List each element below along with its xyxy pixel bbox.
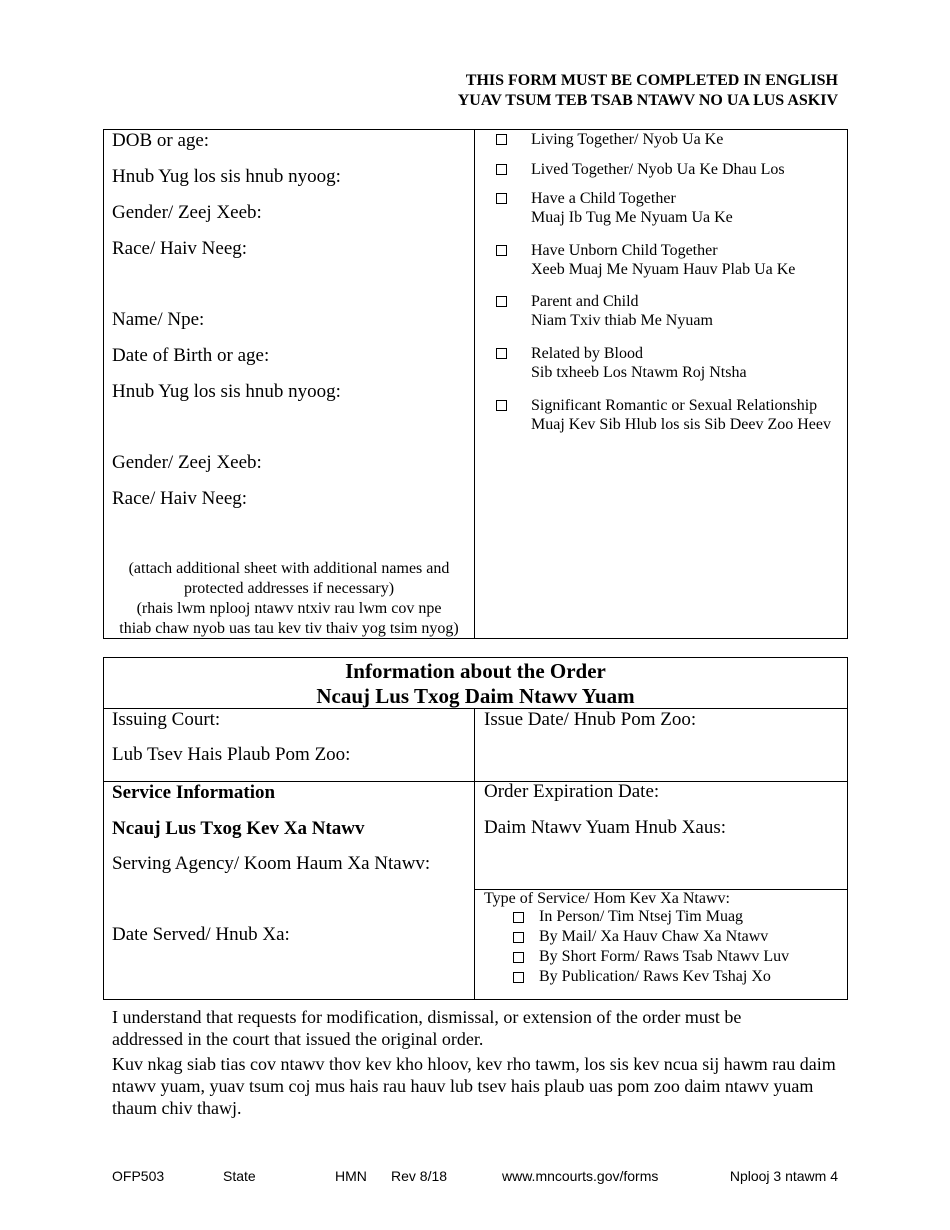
dob-hmn-label: Hnub Yug los sis hnub nyoog: xyxy=(112,166,341,187)
dob-hmn-label-2: Hnub Yug los sis hnub nyoog: xyxy=(112,381,341,402)
footer-revision: Rev 8/18 xyxy=(391,1168,448,1184)
checkbox[interactable] xyxy=(513,932,524,943)
order-section-title: Information about the Order Ncauj Lus Txog Daim Ntawv Yuam xyxy=(316,659,635,708)
dob-age-field[interactable]: DOB or age: xyxy=(112,130,210,151)
checkbox[interactable] xyxy=(513,952,524,963)
header-hmong: YUAV TSUM TEB TSAB NTAWV NO UA LUS ASKIV xyxy=(457,92,838,109)
footer-state: State xyxy=(223,1168,256,1184)
footer-url[interactable]: www.mncourts.gov/forms xyxy=(502,1168,659,1184)
footer-page-number: Nplooj 3 ntawm 4 xyxy=(729,1168,838,1184)
table-divider xyxy=(474,129,475,639)
statement-hmong: Kuv nkag siab tias cov ntawv thov kev kho hloov, kev rho tawm, los sis kev ncua sij hawm rau daim ntawv yuam, yuav tsum coj mus hais rau hauv lub tsev hais plaub uas pom zoo daim ntawv yuam thaum chiv thawj. xyxy=(112,1054,836,1118)
checkbox[interactable] xyxy=(496,164,507,175)
checkbox[interactable] xyxy=(496,193,507,204)
issuing-court-hmn-label: Lub Tsev Hais Plaub Pom Zoo: xyxy=(112,744,351,765)
race-field-2[interactable]: Race/ Haiv Neeg: xyxy=(112,488,248,509)
name-field[interactable]: Name/ Npe: xyxy=(112,309,205,330)
date-of-birth-field[interactable]: Date of Birth or age: xyxy=(112,345,270,366)
issuing-court-field[interactable]: Issuing Court: xyxy=(112,709,221,730)
service-type-label: Type of Service/ Hom Kev Xa Ntawv: xyxy=(484,890,730,907)
checkbox[interactable] xyxy=(496,296,507,307)
checkbox[interactable] xyxy=(496,245,507,256)
form-header xyxy=(458,71,838,111)
checkbox[interactable] xyxy=(496,400,507,411)
date-served-field[interactable]: Date Served/ Hnub Xa: xyxy=(112,924,290,945)
gender-field[interactable]: Gender/ Zeej Xeeb: xyxy=(112,202,262,223)
checkbox[interactable] xyxy=(513,972,524,983)
attach-sheet-note: (attach additional sheet with additional names and protected addresses if necessary) (rhais lwm nplooj ntawv ntxiv rau lwm cov npe thiab chaw nyob uas tau kev tiv thaiv yog tsim nyog) xyxy=(119,560,459,637)
issue-date-field[interactable]: Issue Date/ Hnub Pom Zoo: xyxy=(484,709,697,730)
expiration-date-hmn-label: Daim Ntawv Yuam Hnub Xaus: xyxy=(484,817,727,838)
header-english: THIS FORM MUST BE COMPLETED IN ENGLISH xyxy=(465,72,838,89)
checkbox[interactable] xyxy=(513,912,524,923)
race-field[interactable]: Race/ Haiv Neeg: xyxy=(112,238,248,259)
gender-field-2[interactable]: Gender/ Zeej Xeeb: xyxy=(112,452,262,473)
statement-english: I understand that requests for modification, dismissal, or extension of the order must be addressed in the court that issued the original order. xyxy=(112,1007,742,1049)
footer-form-id: OFP503 xyxy=(112,1168,165,1184)
serving-agency-field[interactable]: Serving Agency/ Koom Haum Xa Ntawv: xyxy=(112,853,431,874)
footer-language: HMN xyxy=(335,1168,367,1184)
expiration-date-field[interactable]: Order Expiration Date: xyxy=(484,781,660,802)
service-info-heading: Service Information xyxy=(112,782,276,803)
checkbox[interactable] xyxy=(496,348,507,359)
checkbox[interactable] xyxy=(496,134,507,145)
service-info-hmn-heading: Ncauj Lus Txog Kev Xa Ntawv xyxy=(112,818,365,839)
